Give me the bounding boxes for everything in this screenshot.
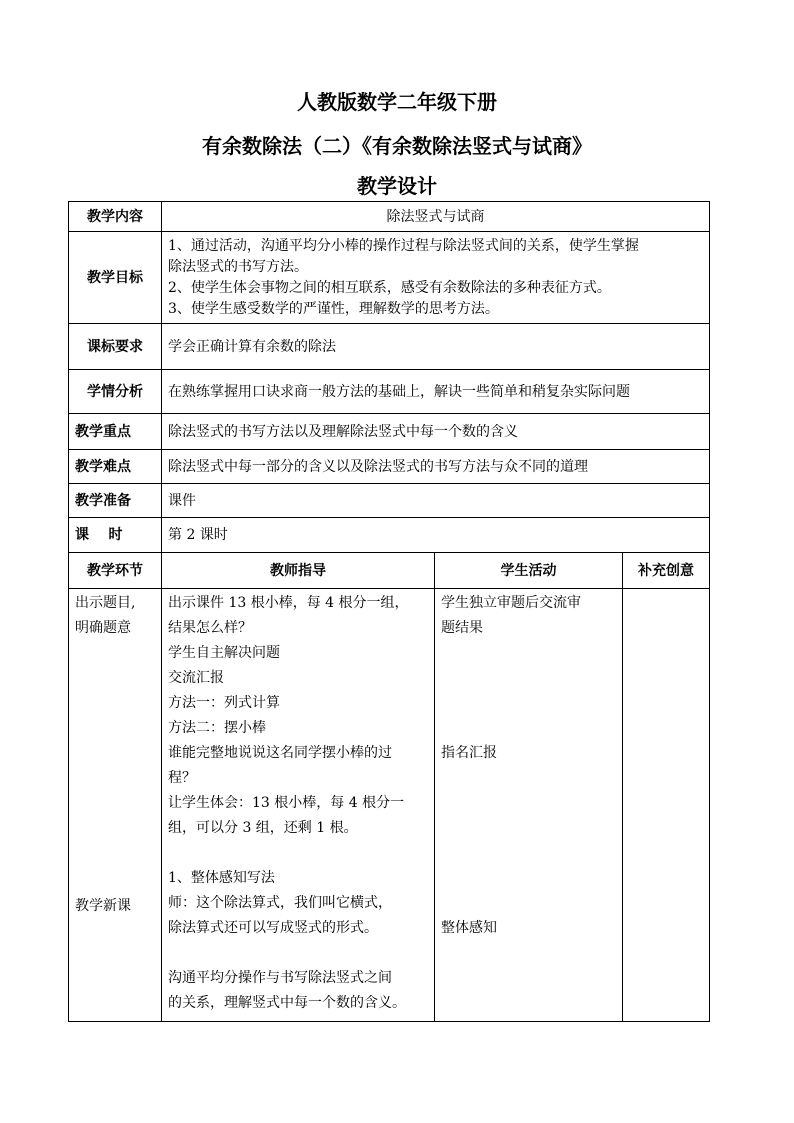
row-process-header (69, 553, 710, 589)
goal-list (162, 232, 710, 324)
teacher-line: 师：这个除法算式，我们叫它横式， (168, 895, 392, 911)
teacher-line: 结果怎么样？ (168, 620, 252, 636)
teacher-line (168, 941, 428, 966)
content-value: 除法竖式与试商 (162, 202, 710, 232)
lesson-plan-table (68, 201, 710, 1022)
row-content (69, 202, 710, 232)
goal-line: 2、使学生体会事物之间的相互联系，感受有余数除法的多种表征方式。 (168, 279, 611, 296)
row-process-body (69, 589, 710, 1022)
teacher-line: 的关系，理解竖式中每一个数的含义。 (168, 995, 406, 1011)
stage-line: 明确题意 (75, 620, 131, 636)
difficulty-value: 除法竖式中每一部分的含义以及除法竖式的书写方法与众不同的道理 (162, 450, 710, 484)
student-line (441, 891, 616, 916)
teacher-line: 沟通平均分操作与书写除法竖式之间 (168, 970, 392, 986)
row-difficulty (69, 450, 710, 484)
stage-line: 教学新课 (75, 898, 131, 914)
teacher-line (168, 841, 428, 866)
student-line (441, 716, 616, 741)
row-hours (69, 518, 710, 553)
student-line (441, 816, 616, 841)
teacher-line: 程？ (168, 770, 196, 786)
standard-value: 学会正确计算有余数的除法 (162, 324, 710, 370)
stage-line: 出示题目, (75, 595, 136, 611)
prep-value: 课件 (162, 484, 710, 518)
teacher-line: 方法二：摆小棒 (168, 720, 266, 736)
student-line (441, 866, 616, 891)
analysis-value: 在熟练掌握用口诀求商一般方法的基础上，解诀一些简单和稍复杂实际问题 (162, 370, 710, 414)
teacher-cell (162, 589, 435, 1022)
content-label: 教学内容 (69, 202, 162, 232)
student-cell (435, 589, 623, 1022)
row-standard (69, 324, 710, 370)
row-prep (69, 484, 710, 518)
standard-label: 课标要求 (69, 324, 162, 370)
key-label: 教学重点 (69, 414, 162, 450)
student-line (441, 691, 616, 716)
teacher-line: 出示课件 13 根小棒，每 4 根分一组， (168, 595, 409, 611)
student-line (441, 766, 616, 791)
difficulty-label: 教学难点 (69, 450, 162, 484)
row-key (69, 414, 710, 450)
student-line: 指名汇报 (441, 745, 497, 761)
student-line: 学生独立审题后交流审 (441, 595, 581, 611)
key-value: 除法竖式的书写方法以及理解除法竖式中每一个数的含义 (162, 414, 710, 450)
header-extra: 补充创意 (623, 553, 710, 589)
prep-label: 教学准备 (69, 484, 162, 518)
teacher-line: 让学生体会：13 根小棒，每 4 根分一 (168, 795, 405, 811)
teacher-line: 组，可以分 3 组，还剩 1 根。 (168, 820, 358, 836)
header-student: 学生活动 (435, 553, 623, 589)
goal-line: 3、使学生感受数学的严谨性，理解数学的思考方法。 (168, 300, 499, 317)
header-stage: 教学环节 (69, 553, 162, 589)
header-teacher: 教师指导 (162, 553, 435, 589)
hours-value: 第 2 课时 (162, 518, 710, 553)
student-line (441, 841, 616, 866)
analysis-label: 学情分析 (69, 370, 162, 414)
row-goals (69, 232, 710, 324)
extra-cell (623, 589, 710, 1022)
student-line (441, 666, 616, 691)
goal-line: 1、通过活动，沟通平均分小棒的操作过程与除法竖式间的关系，使学生掌握 (168, 237, 639, 254)
student-line: 题结果 (441, 620, 483, 636)
teacher-line: 学生自主解决问题 (168, 645, 280, 661)
goal-line: 除法竖式的书写方法。 (168, 258, 308, 275)
document-title: 人教版数学二年级下册 (297, 90, 497, 114)
student-line (441, 791, 616, 816)
teacher-line: 方法一：列式计算 (168, 695, 280, 711)
teacher-line: 谁能完整地说说这名同学摆小棒的过 (168, 745, 392, 761)
goal-label: 教学目标 (69, 232, 162, 324)
hours-label: 课 时 (69, 518, 162, 553)
teacher-line: 除法算式还可以写成竖式的形式。 (168, 920, 378, 936)
student-line: 整体感知 (441, 920, 497, 936)
lesson-title: 有余数除法（二）《有余数除法竖式与试商》 (202, 134, 592, 158)
student-line (441, 641, 616, 666)
row-analysis (69, 370, 710, 414)
design-title: 教学设计 (357, 174, 437, 198)
teacher-line: 1、整体感知写法 (168, 870, 275, 886)
stage-cell (69, 589, 162, 1022)
teacher-line: 交流汇报 (168, 670, 224, 686)
